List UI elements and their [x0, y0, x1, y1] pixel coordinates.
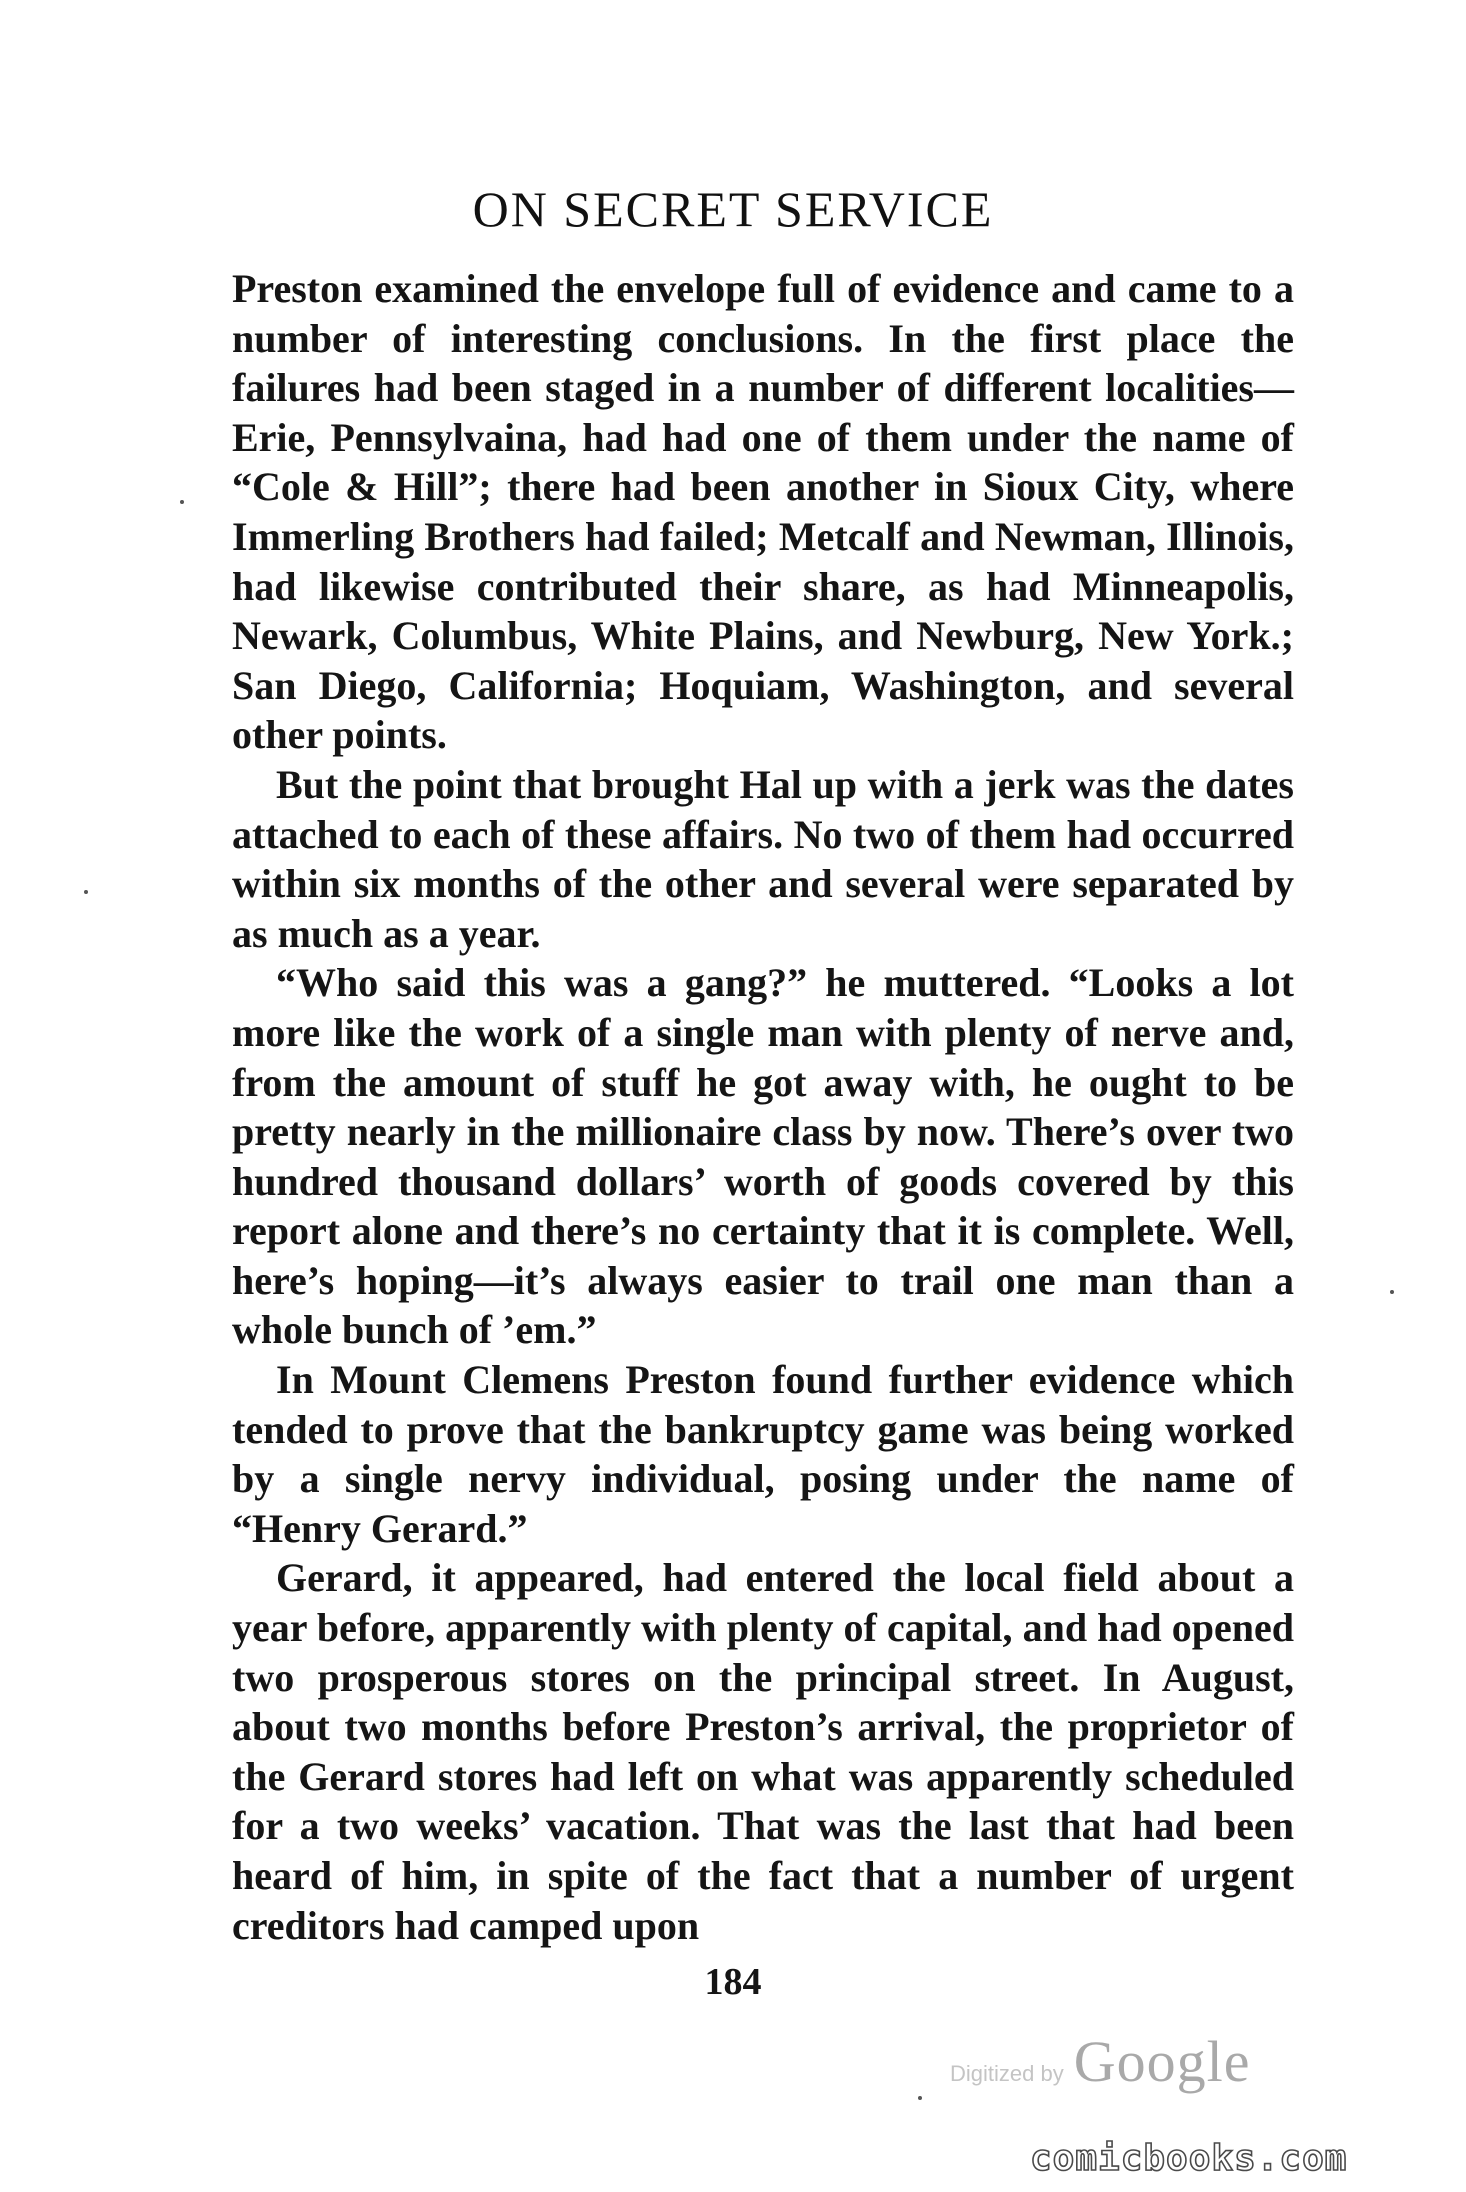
digitized-by-label: Digitized by	[950, 2061, 1064, 2086]
print-speck	[84, 890, 88, 894]
paragraph: Preston examined the envelope full of evidence and came to a number of interesting conclusions. In the first place the failures had been staged in a number of different localities—Erie, Pennsylvaina, had had one of them under the name of “Cole & Hill”; there had been another in Sioux City, where Immerling Brothers had failed; Metcalf and Newman, Illinois, had likewise contributed their share, as had Minneapolis, Newark, Columbus, White Plains, and Newburg, New York.; San Diego, California; Hoquiam, Washington, and several other points.	[232, 266, 1294, 758]
running-head: ON SECRET SERVICE	[472, 181, 994, 237]
paragraph: “Who said this was a gang?” he muttered. “Looks a lot more like the work of a single man with plenty of nerve and, from the amount of stuff he got away with, he ought to be pretty nearly in the millionaire class by now. There’s over two hundred thousand dollars’ worth of goods covered by this report alone and there’s no certainty that it is complete. Well, here’s hoping—it’s always easier to trail one man than a whole bunch of ’em.”	[232, 960, 1294, 1353]
print-speck	[918, 2096, 922, 2100]
paragraph: In Mount Clemens Preston found further evidence which tended to prove that the bankruptcy game was being worked by a single nervy individual, posing under the name of “Henry Gerard.”	[232, 1357, 1294, 1551]
paragraph: But the point that brought Hal up with a jerk was the dates attached to each of these affairs. No two of them had occurred within six months of the other and several were separated by as much as a year.	[232, 761, 1294, 956]
page-number: 184	[704, 1961, 762, 2003]
print-speck	[1390, 1290, 1394, 1294]
paragraph: Gerard, it appeared, had entered the local field about a year before, apparently with plenty of capital, and had opened two prosperous stores on the principal street. In August, about two months before Preston’s arrival, the proprietor of the Gerard stores had left on what was apparently scheduled for a two weeks’ vacation. That was the last that had been heard of him, in spite of the fact that a number of urgent creditors had camped upon	[232, 1555, 1294, 1948]
google-logo: Google	[1073, 2029, 1251, 2094]
body-text	[232, 264, 1294, 1950]
watermark-logo: comicbooks.com	[1030, 2138, 1348, 2179]
print-speck	[180, 500, 184, 504]
digitized-by-notice	[950, 2028, 1280, 2095]
